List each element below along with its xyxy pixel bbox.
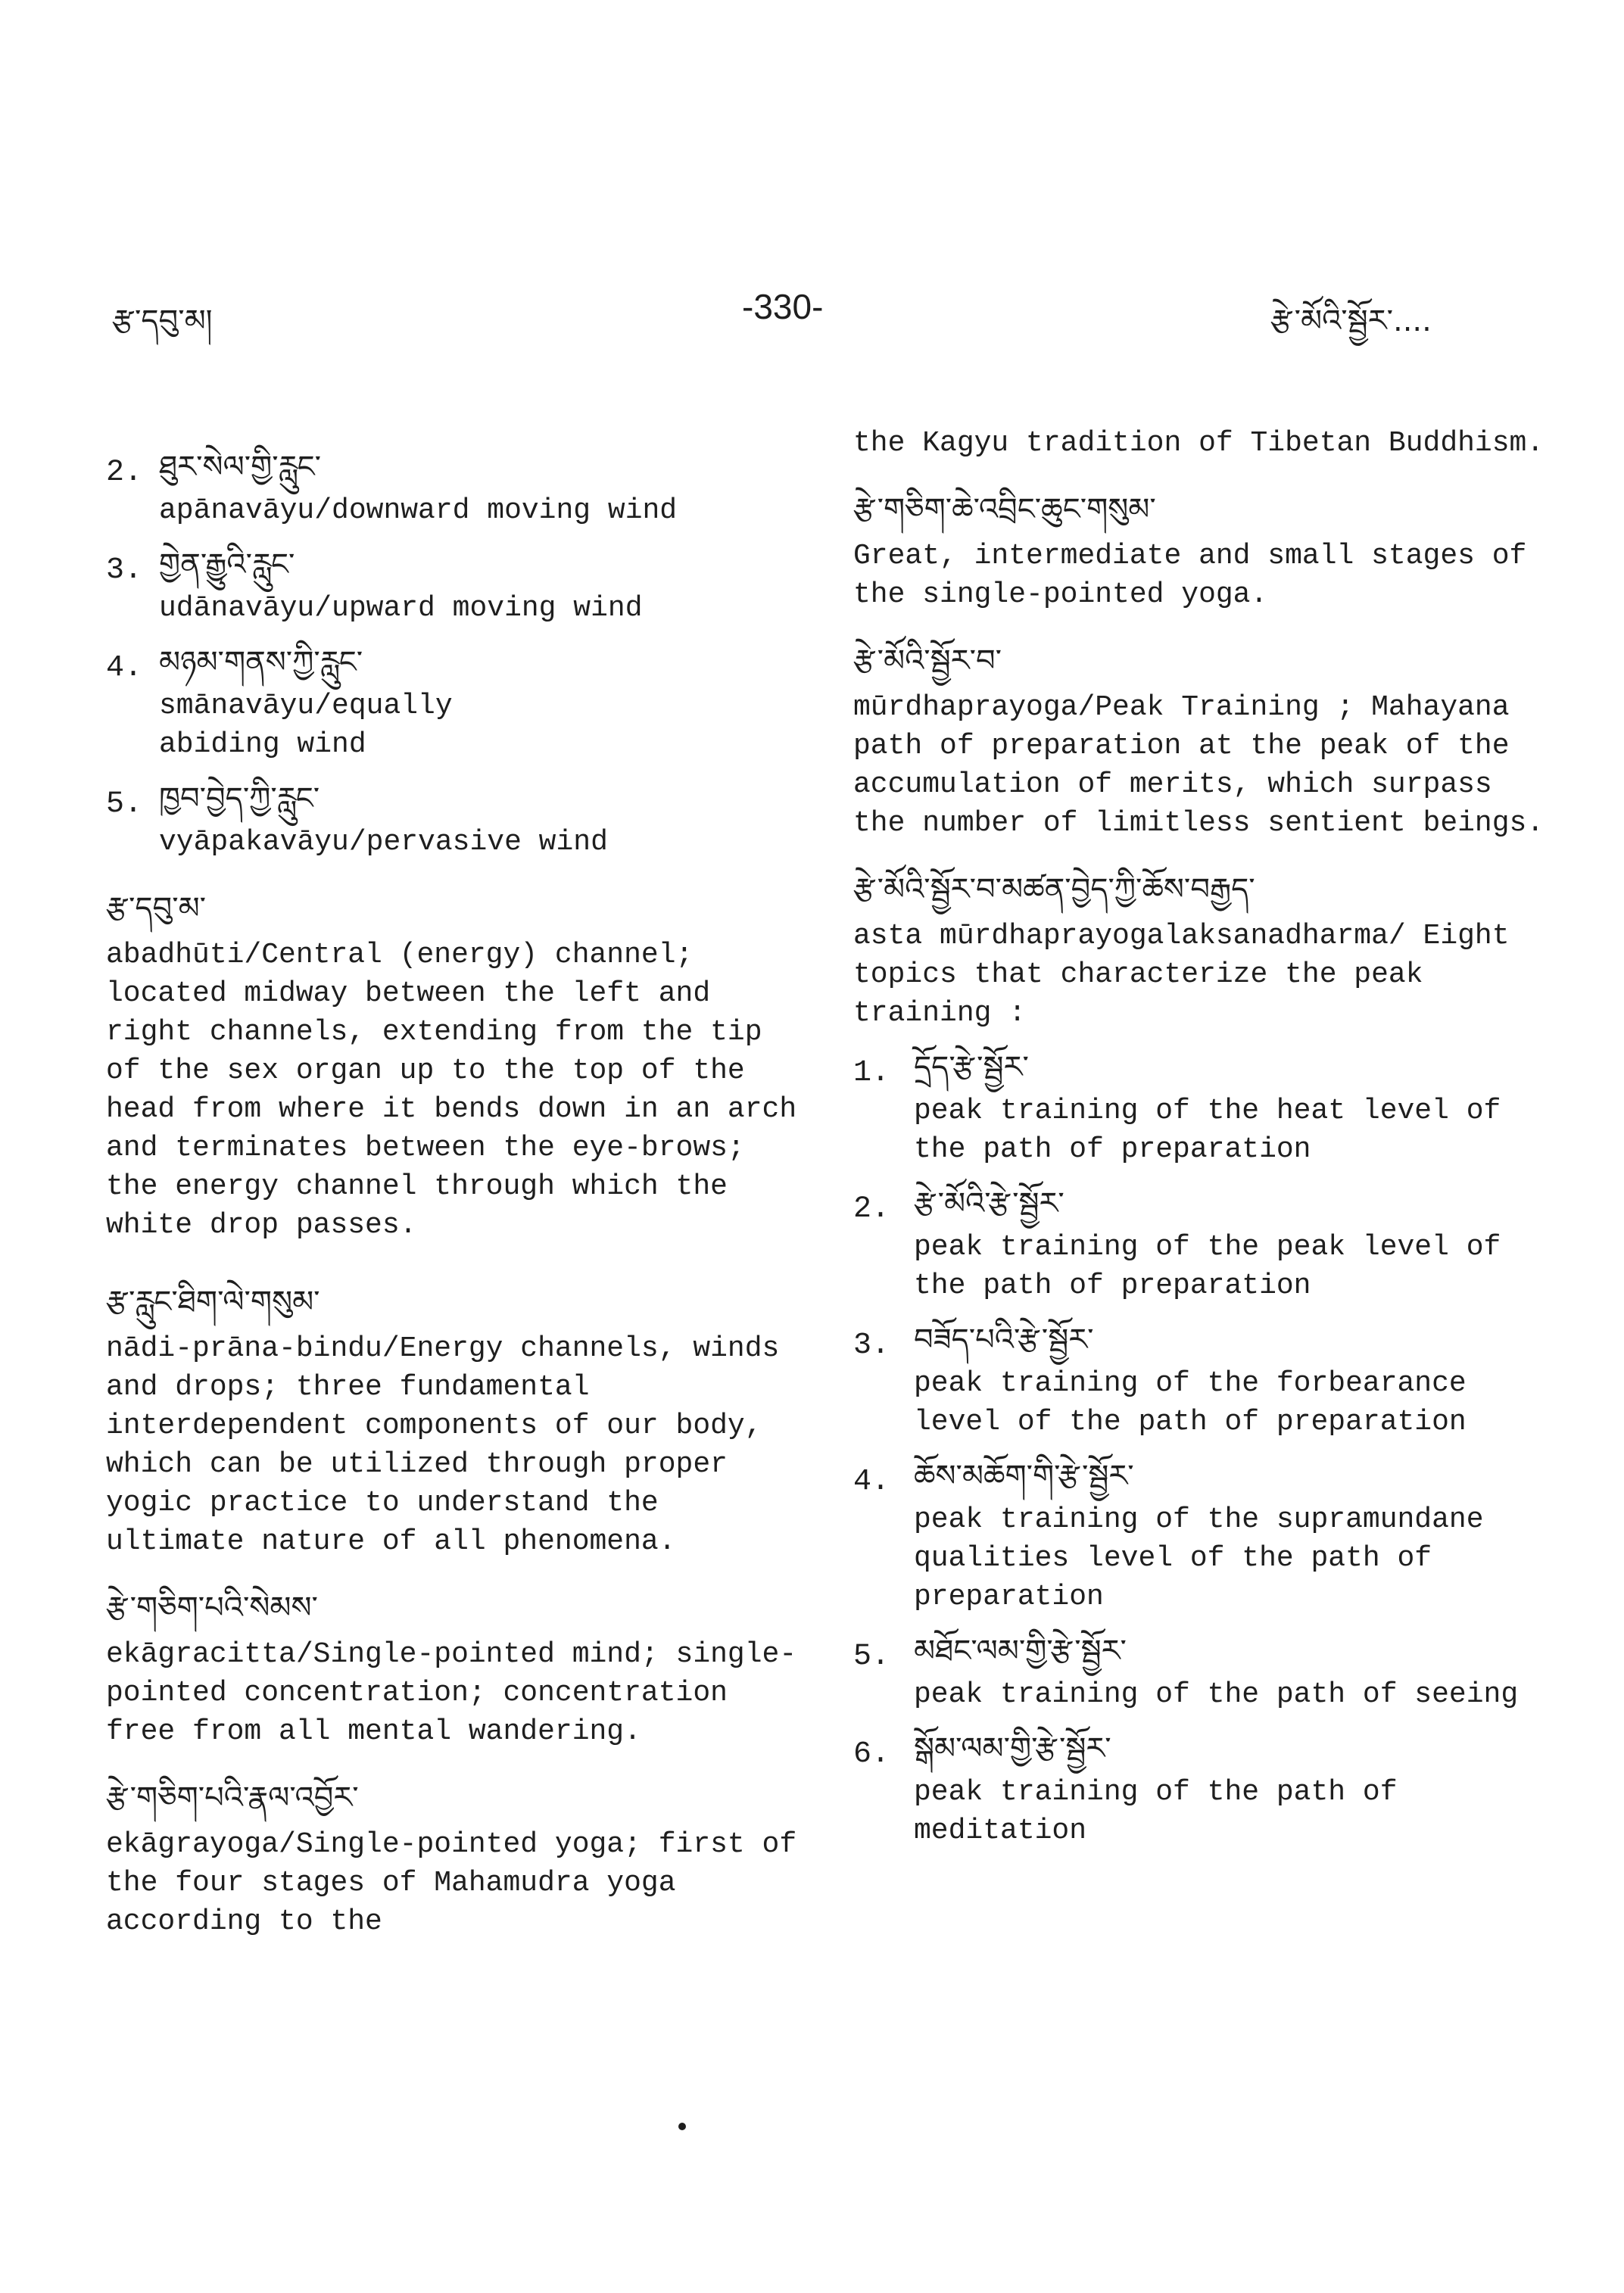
definition: asta mūrdhaprayogalaksanadharma/ Eight topics that characterize the peak training : — [853, 920, 1510, 1030]
definition: peak training of the peak level of the path of preparation — [914, 1231, 1501, 1302]
glossary-entry — [106, 1584, 803, 1751]
tibetan-term: གྱེན་རྒྱུའི་རླུང་ — [159, 547, 295, 582]
definition: peak training of the heat level of the path of preparation — [914, 1095, 1501, 1166]
definition: ekāgracitta/Single-pointed mind; single-pointed concentration; concentration free from all mental wandering. — [106, 1638, 797, 1748]
tibetan-term: རྩེ་གཅིག་པའི་སེམས་ — [106, 1590, 318, 1625]
definition: apānavāyu/downward moving wind — [159, 494, 678, 527]
glossary-entry — [853, 485, 1557, 614]
glossary-entry — [106, 884, 803, 1245]
item-number: 4. — [853, 1465, 890, 1499]
definition: peak training of the supramundane qualities level of the path of preparation — [914, 1503, 1484, 1613]
tibetan-term: རྩ་དབུ་མ་ — [106, 891, 207, 926]
wind-list — [106, 443, 803, 861]
list-item — [853, 1452, 1557, 1616]
list-item — [853, 1724, 1557, 1850]
item-number: 2. — [106, 456, 143, 490]
tibetan-term: རྩེ་མོའི་རྩེ་སྦྱོར་ — [914, 1186, 1064, 1221]
item-number: 6. — [853, 1737, 890, 1771]
list-item — [853, 1627, 1557, 1714]
peak-training-list — [853, 1043, 1557, 1850]
glossary-entry — [853, 637, 1557, 843]
continued-text: the Kagyu tradition of Tibetan Buddhism. — [853, 427, 1545, 460]
definition: peak training of the path of meditation — [914, 1776, 1398, 1847]
list-item — [106, 774, 803, 861]
glossary-entry — [106, 1774, 803, 1941]
tibetan-term: དྲོད་རྩེ་སྦྱོར་ — [914, 1050, 1029, 1085]
definition: vyāpakavāyu/pervasive wind — [159, 826, 608, 858]
item-number: 5. — [853, 1640, 890, 1674]
item-number: 2. — [853, 1192, 890, 1226]
glossary-entry — [853, 865, 1557, 1033]
item-number: 5. — [106, 787, 143, 821]
item-number: 1. — [853, 1056, 890, 1090]
page-number: -330- — [742, 287, 824, 326]
definition: Great, intermediate and small stages of the single-pointed yoga. — [853, 540, 1527, 611]
glossary-entry — [106, 1278, 803, 1561]
header-right-tibetan: རྩེ་མོའི་སྦྱོར་.... — [1270, 304, 1432, 338]
tibetan-term: སྒོམ་ལམ་གྱི་རྩེ་སྦྱོར་ — [914, 1731, 1111, 1766]
tibetan-term: རྩ་རླུང་ཐིག་ལེ་གསུམ་ — [106, 1285, 320, 1319]
tibetan-term: བཟོད་པའི་རྩེ་སྦྱོར་ — [914, 1323, 1094, 1357]
definition: mūrdhaprayoga/Peak Training ; Mahayana path of preparation at the peak of the accumulation of merits, which surpass the number of limitless sentient beings. — [853, 691, 1545, 840]
left-column — [106, 443, 803, 1964]
right-column — [853, 424, 1557, 1861]
item-number: 3. — [853, 1329, 890, 1363]
list-item — [106, 443, 803, 530]
tibetan-term: རྩེ་གཅིག་པའི་རྣལ་འབྱོར་ — [106, 1781, 359, 1815]
item-number: 3. — [106, 553, 143, 587]
page-dot-mark — [678, 2123, 686, 2130]
tibetan-term: ཐུར་སེལ་གྱི་རླུང་ — [159, 450, 322, 484]
tibetan-term: ཆོས་མཆོག་གི་རྩེ་སྦྱོར་ — [914, 1459, 1134, 1494]
list-item — [106, 638, 803, 764]
definition: peak training of the path of seeing — [914, 1678, 1519, 1711]
tibetan-term: རྩེ་མོའི་སྦྱོར་བ་མཚན་བྱེད་ཀྱི་ཆོས་བརྒྱད་ — [853, 872, 1255, 907]
definition: udānavāyu/upward moving wind — [159, 592, 643, 625]
tibetan-term: རྩེ་གཅིག་ཆེ་འབྲིང་ཆུང་གསུམ་ — [853, 492, 1156, 527]
tibetan-term: རྩེ་མོའི་སྦྱོར་བ་ — [853, 643, 1002, 678]
list-item — [106, 541, 803, 628]
list-item — [853, 1043, 1557, 1169]
list-item — [853, 1179, 1557, 1305]
list-item — [853, 1316, 1557, 1441]
tibetan-term: ཁྱབ་བྱེད་ཀྱི་རླུང་ — [159, 781, 320, 816]
definition: smānavāyu/equally abiding wind — [159, 690, 453, 761]
definition: peak training of the forbearance level of the path of preparation — [914, 1367, 1467, 1438]
tibetan-term: མཉམ་གནས་ཀྱི་རླུང་ — [159, 645, 363, 680]
item-number: 4. — [106, 651, 143, 685]
definition: abadhūti/Central (energy) channel; located midway between the left and right channels, extending from the tip of the sex organ up to the top of the head from where it bends down in an arch and terminates between the eye-brows; the energy channel through which the white drop passes. — [106, 939, 797, 1242]
tibetan-term: མཐོང་ལམ་གྱི་རྩེ་སྦྱོར་ — [914, 1634, 1127, 1668]
definition: nādi-prāna-bindu/Energy channels, winds and drops; three fundamental interdependent components of our body, which can be utilized through proper yogic practice to understand the ultimate nature of all phenomena. — [106, 1332, 780, 1558]
header-left-tibetan: རྩ་དབུ་མ། — [112, 304, 213, 338]
definition: ekāgrayoga/Single-pointed yoga; first of the four stages of Mahamudra yoga according to the — [106, 1828, 797, 1938]
